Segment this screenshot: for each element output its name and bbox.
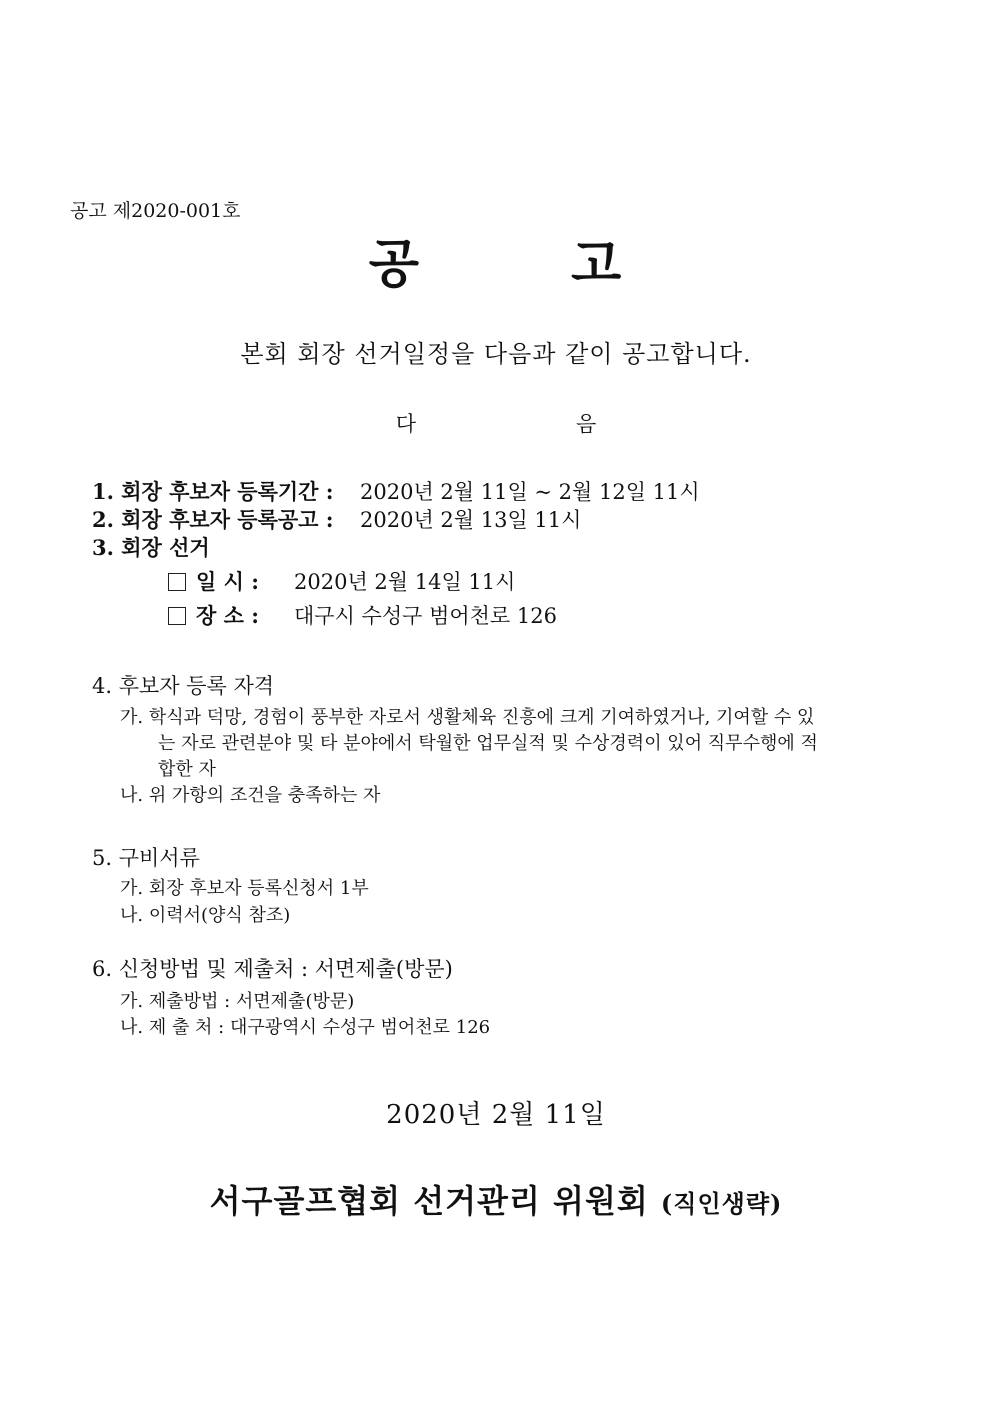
intro-text: 본회 회장 선거일정을 다음과 같이 공고합니다. xyxy=(240,340,752,368)
page-title xyxy=(0,222,992,297)
election-date-label: 일 시 : xyxy=(196,569,259,594)
item4-label: 4. 후보자 등록 자격 xyxy=(92,674,275,698)
item6-sub-b: 나. 제 출 처 : 대구광역시 수성구 범어천로 126 xyxy=(120,1017,491,1038)
checkbox-icon xyxy=(168,607,186,625)
item1-value: 2020년 2월 11일 ~ 2월 12일 11시 xyxy=(360,480,700,504)
item3-label: 3. 회장 선거 xyxy=(92,535,210,560)
item6-sub-a: 가. 제출방법 : 서면제출(방문) xyxy=(120,991,355,1012)
item4-sub-a: 가. 학식과 덕망, 경험이 풍부한 자로서 생활체육 진흥에 크게 기여하였거나, 기여할 수 있 xyxy=(120,707,815,728)
election-place-row xyxy=(168,600,259,630)
notice-number: 공고 제2020-001호 xyxy=(70,200,241,222)
election-date-value: 2020년 2월 14일 11시 xyxy=(294,570,516,594)
seal-note: (직인생략) xyxy=(660,1189,783,1218)
title-right: 고 xyxy=(571,234,624,295)
item5-label: 5. 구비서류 xyxy=(92,846,200,870)
item4-sub-b: 나. 위 가항의 조건을 충족하는 자 xyxy=(120,785,381,806)
election-date-row xyxy=(168,566,259,596)
item6-label: 6. 신청방법 및 제출처 : 서면제출(방문) xyxy=(92,957,453,981)
checkbox-icon xyxy=(168,573,186,591)
item4-sub-a-cont1: 는 자로 관련분야 및 타 분야에서 탁월한 업무실적 및 수상경력이 있어 직무수행에 적 xyxy=(158,733,818,754)
organization-signature xyxy=(0,1176,992,1222)
separator-right: 음 xyxy=(576,412,597,436)
item5-sub-b: 나. 이력서(양식 참조) xyxy=(120,905,291,926)
item2-label: 2. 회장 후보자 등록공고 : xyxy=(92,507,334,532)
election-place-label: 장 소 : xyxy=(196,603,259,628)
item4-sub-a-cont2: 합한 자 xyxy=(158,759,216,780)
item2-value: 2020년 2월 13일 11시 xyxy=(360,508,582,532)
organization-name: 서구골프협회 선거관리 위원회 xyxy=(209,1182,649,1220)
separator-left: 다 xyxy=(395,412,416,436)
item1-label: 1. 회장 후보자 등록기간 : xyxy=(92,479,334,504)
notice-date: 2020년 2월 11일 xyxy=(386,1100,606,1130)
separator-heading xyxy=(0,408,992,438)
election-place-value: 대구시 수성구 범어천로 126 xyxy=(294,604,557,628)
item5-sub-a: 가. 회장 후보자 등록신청서 1부 xyxy=(120,878,369,899)
title-left: 공 xyxy=(368,234,421,295)
